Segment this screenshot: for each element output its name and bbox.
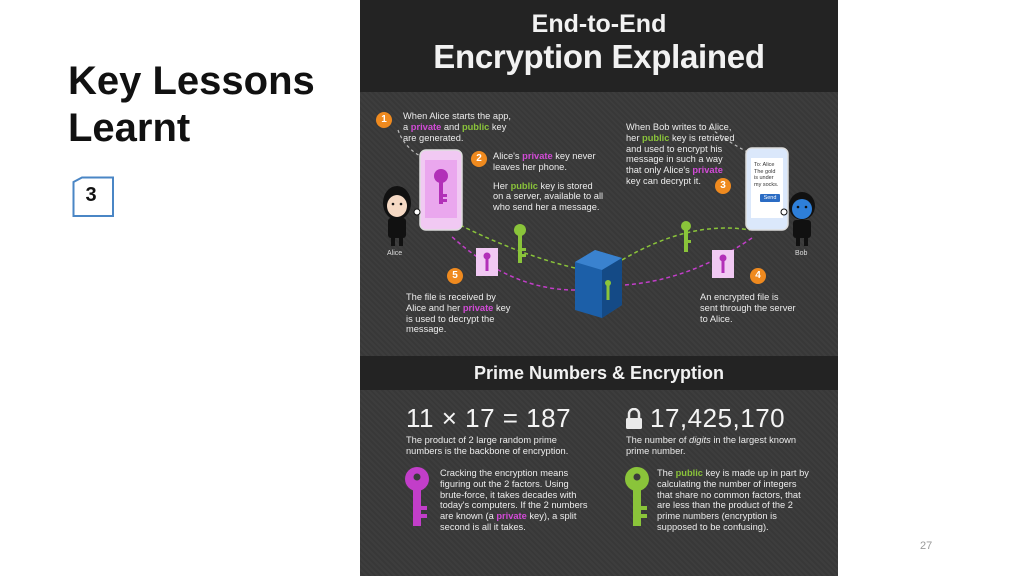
step-4-text: An encrypted file is sent through the server to Alice. xyxy=(700,292,796,324)
badge-number: 3 xyxy=(85,184,97,206)
infographic-title-line2: Encryption Explained xyxy=(433,38,765,75)
public-key-icon-left xyxy=(514,224,526,263)
step-5-marker: 5 xyxy=(447,268,463,284)
digits-caption: The number of digits in the largest known prime number. xyxy=(626,435,797,456)
step-4-marker: 4 xyxy=(750,268,766,284)
step-5-text: The file is received by Alice and her private key is used to decrypt the message. xyxy=(406,292,511,335)
section2-title: Prime Numbers & Encryption xyxy=(473,363,725,383)
alice-label: Alice xyxy=(387,250,403,257)
server-icon xyxy=(575,250,622,318)
slide-title: Key Lessons Learnt xyxy=(68,59,315,150)
encrypted-file-icon-left xyxy=(476,248,498,276)
step-2-text: Alice's private key never leaves her phone. Her public key is stored on a server, available to all who send her a message. xyxy=(493,151,604,213)
bob-label: Bob xyxy=(795,250,808,257)
arrow-server-to-alice-path xyxy=(450,235,575,290)
page-number: 27 xyxy=(920,540,933,552)
step-1-text: When Alice starts the app, a private and public key are generated. xyxy=(403,111,512,143)
lock-icon xyxy=(624,408,644,430)
public-key-note: The public key is made up in part by calculating the number of integers that share no common factors, that are less than the product of the 2 prime numbers (encryption is supposed to be confusing). xyxy=(657,468,809,532)
step-3-marker: 3 xyxy=(715,178,731,194)
encryption-infographic xyxy=(360,0,838,576)
infographic-title-line1: End-to-End xyxy=(531,10,667,38)
step-3-text: When Bob writes to Alice, her public key is retrieved and used to encrypt his message in such a way that only Alice's private key can decrypt it. xyxy=(626,122,735,186)
step-2-marker: 2 xyxy=(471,151,487,167)
alice-phone-icon xyxy=(420,150,462,230)
public-key-icon-right xyxy=(681,221,691,252)
encrypted-file-icon-right xyxy=(712,250,734,278)
step-1-marker: 1 xyxy=(376,112,392,128)
prime-digit-count: 17,425,170 xyxy=(650,403,786,433)
phone-message: To: Alice The gold is under my socks. xyxy=(754,162,779,188)
alice-figure-icon xyxy=(383,186,420,246)
private-key-icon xyxy=(404,466,430,528)
section-number-badge xyxy=(72,176,114,216)
send-button: Send xyxy=(763,195,777,201)
equation-caption: The product of 2 large random prime numbers is the backbone of encryption. xyxy=(406,435,569,456)
private-key-note: Cracking the encryption means figuring out the 2 factors. Using brute-force, it takes decades with today's computers. If the 2 numbers are known (a private key), a split second is all it takes. xyxy=(440,468,588,532)
prime-equation: 11 × 17 = 187 xyxy=(406,403,572,433)
bob-phone-icon xyxy=(746,148,788,230)
public-key-icon xyxy=(624,466,650,528)
